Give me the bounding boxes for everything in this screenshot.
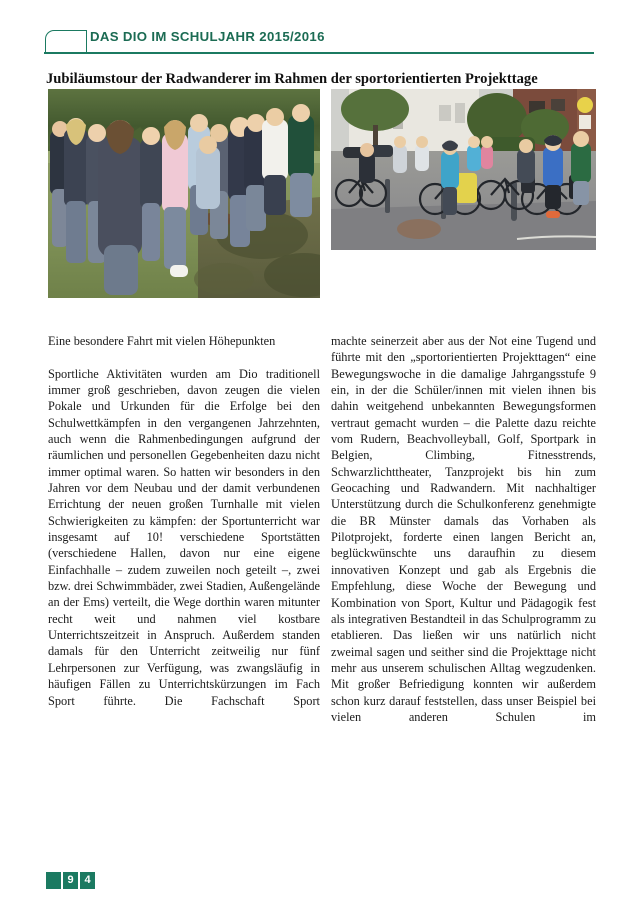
- right-body-paragraph: machte seinerzeit aber aus der Not eine Tugend und führte mit den „sportorientierten Projekttagen“ eine Bewegungswoche in die damalige Jahrgangsstufe 9 ein, in der die Schüler/innen mit vielen ihnen bis dahin weitgehend unbekannten Bewegungsformen vertraut gemacht wurden – die Palette dazu reichte vom Rudern, Beachvolleyball, Golf, Sportpark in Belgien, Climbing, Fitnesstrends, Schwarzlichttheater, Tanzprojekt bis hin zum Geocaching und Radwandern. Mit nachhaltiger Unterstützung durch die Schulkonferenz genehmigte die BR Münster damals das Vorhaben als Pilotprojekt, forderte einen langen Bericht an, beglückwünschte uns daraufhin zu diesem innovativen Konzept und gab als Ergebnis die Empfehlung, diese Woche der Bewegung und Kombination von Sport, Kultur und Pädagogik fest als integrativen Bestandteil in das Schulprogramm zu etablieren. Das ließen wir uns natürlich nicht zweimal sagen und seither sind die Projekttage nicht mehr aus unserem schulischen Alltag wegzudenken. Mit großer Befriedigung konnten wir außerdem schon kurz darauf feststellen, dass unser Beispiel bei vielen anderen Schulen im: [331, 334, 596, 724]
- article-headline: Jubiläumstour der Radwanderer im Rahmen der sportorientierten Projekttage: [46, 70, 538, 87]
- photo-cyclists-in-square: [331, 89, 596, 250]
- folio: [46, 872, 95, 889]
- photo-students-on-heath: [48, 89, 320, 298]
- photo-cyclists-in-square-graphic: [331, 89, 596, 250]
- folio-digit-tens: 9: [63, 872, 78, 889]
- running-head-rule: [44, 52, 594, 54]
- running-head: [44, 28, 594, 58]
- left-body-paragraph: Sportliche Aktivitäten wurden am Dio traditionell immer groß geschrieben, davon zeugen die vielen Pokale und Urkunden für die Erfolge bei den Schulwettkämpfen in den vergangenen Jahrzehnten, auch wenn die Rahmenbedingungen aufgrund der räumlichen und personellen Gegebenheiten dazu nicht immer optimal waren. So hatten wir besonders in den Jahren vor dem Neubau und der damit verbundenen Errichtung der neuen großen Turnhalle mit vielen Schwierigkeiten zu kämpfen: der Sportunterricht war insgesamt auf 10! verschiedene Sportstätten (verschiedene Hallen, davon nur eine eigene Einfachhalle – zudem zuweilen noch geteilt –, zwei bzw. drei Schwimmbäder, zwei Stadien, Außengelände an der Ems) verteilt, die Wege dorthin waren mitunter recht weit und nahmen viel kostbare Unterrichtszeitzeit in Anspruch. Außerdem standen damals für den Unterricht zeitweilig nur fünf Lehrpersonen zur Verfügung, was zwangsläufig in häufigen Fällen zu Unterrichtskürzungen im Fach Sport führte. Die Fachschaft Sport: [48, 366, 320, 708]
- running-head-title: DAS DIO IM SCHULJAHR 2015/2016: [90, 29, 325, 44]
- body-column-left: [48, 333, 320, 725]
- rounded-tab-bracket-icon: [45, 30, 87, 52]
- body-column-right: [331, 333, 596, 742]
- photo-students-on-heath-graphic: [48, 89, 320, 298]
- folio-box-marker: [46, 872, 61, 889]
- lead-paragraph: Eine besondere Fahrt mit vielen Höhepunkten: [48, 334, 276, 348]
- folio-digit-ones: 4: [80, 872, 95, 889]
